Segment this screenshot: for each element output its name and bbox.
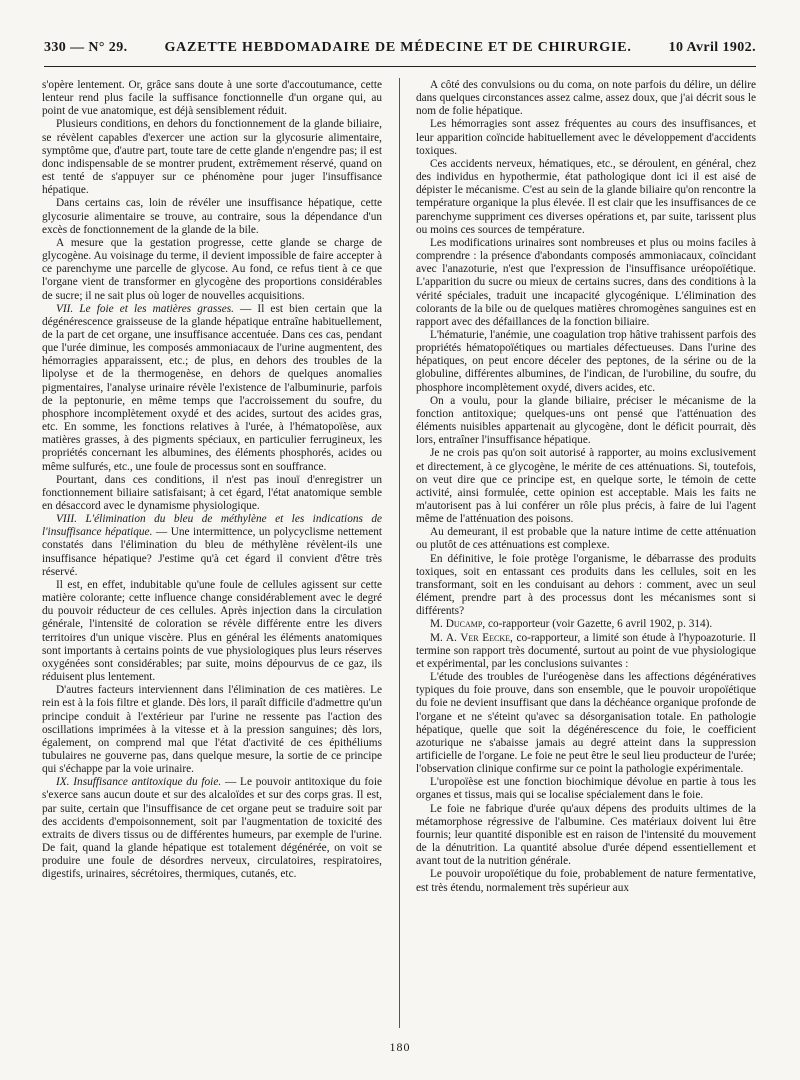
page-number-issue: 330 — N° 29.	[44, 40, 128, 55]
paragraph: Le pouvoir uropoïétique du foie, probablement de nature fermentative, est très étendu, normalement très supérieur aux	[416, 868, 756, 894]
paragraph: Il est, en effet, indubitable qu'une foule de cellules agissent sur cette matière colorante; cette influence change considérablement avec le degré du pouvoir réducteur de ces cellules. Après injection dans la circulation générale, l'intensité de coloration se révèle différente entre les divers territoires d'un unique viscère. Plus en général les éléments anatomiques sont importants à certains points de vue physiologiques plus leurs réserves oxygénées sont considérables; par suite, moins dépourvus de ce gaz, ils réduisent plus lentement.	[42, 578, 382, 684]
left-column	[42, 79, 382, 1024]
page-header	[44, 40, 756, 64]
paragraph: Le foie ne fabrique d'urée qu'aux dépens des produits ultimes de la métamorphose régressive de l'albumine. Ces matériaux doivent lui être fournis; leur quantité disponible est en raison de l'intensité du mouvement de la dénutrition. La quantité absolue d'urée dépend essentiellement et avant tout de la nutrition générale.	[416, 802, 756, 868]
paragraph: Les hémorragies sont assez fréquentes au cours des insuffisances, et leur apparition coïncide habituellement avec le développement d'accidents toxiques.	[416, 118, 756, 157]
paragraph: D'autres facteurs interviennent dans l'élimination de ces matières. Le rein est à la fois filtre et glande. Dès lors, il paraît difficile d'admettre qu'un principe conduit à l'extérieur par l'urine ne ressente pas l'action des oscillations imprimées à la vitesse et à la pression sanguines; dès lors, également, on comprend mal que l'état d'activité de ces épithéliums tubulaires ne gouverne pas, dans quelque mesure, la sortie de ce principe qui s'échappe par la voie urinaire.	[42, 684, 382, 776]
speaker-paragraph	[416, 618, 756, 631]
issue-date: 10 Avril 1902.	[668, 40, 756, 55]
page-footer-mark: 180	[389, 1040, 411, 1054]
paragraph: A côté des convulsions ou du coma, on note parfois du délire, un délire dans quelques circonstances assez calme, assez doux, que j'ai décrit sous le nom de folie hépatique.	[416, 79, 756, 118]
section-body: — Il est bien certain que la dégénérescence graisseuse de la glande hépatique entraîne habituellement, de la part de cet organe, une insuffisance accentuée. Dans ces cas, pendant que l'urée diminue, les composés ammoniacaux de l'urine augmentent, des hémorragies apparaissent, etc.; de plus, en dehors des troubles de la lipolyse et de la thermogenèse, en dehors de quelques anomalies pigmentaires, l'analyse urinaire révèle l'existence de l'albuminurie, parfois de la peptonurie, en même temps que l'accroissement du soufre, du phosphore incomplètement oxydé et des acides, surtout des acides gras, etc. En somme, les fonctions relatives à l'urée, à l'hématopoïèse, aux matières grasses, à des pigments spéciaux, en particulier ferrugineux, les propriétés concernant les albumines, des éléments phosphorés, acides ou même sulfurés, etc., une foule de processus sont en souffrance.	[42, 302, 382, 473]
paragraph: L'uropoïèse est une fonction biochimique dévolue en partie à tous les organes et tissus, mais qui se localise spécialement dans le foie.	[416, 776, 756, 802]
paragraph: L'hématurie, l'anémie, une coagulation trop hâtive trahissent parfois des propriétés hématopoïétiques ou martiales défectueuses. Dans l'urine des hépatiques, on peut encore déceler des peptones, de la sérine ou de la globuline, différentes albumines, de l'indican, de l'urobiline, du soufre, du phosphore incomplètement oxydé, divers acides, etc.	[416, 328, 756, 394]
header-rule	[44, 66, 756, 67]
paragraph: Ces accidents nerveux, hématiques, etc., se déroulent, en général, chez des individus en hypothermie, état pathologique dont ici il est aisé de dépister le mécanisme. C'est au sein de la glande biliaire qu'on rencontre la température organique la plus élevée. Il est clair que les insuffisances de ce parenchyme suppriment ces diverses opérations et, par suite, tarissent plus ou moins ces sources de température.	[416, 157, 756, 236]
speaker-name: M. A. Ver Eecke,	[430, 631, 513, 644]
journal-title: GAZETTE HEBDOMADAIRE DE MÉDECINE ET DE CHIRURGIE.	[164, 40, 632, 55]
paragraph: On a voulu, pour la glande biliaire, préciser le mécanisme de la fonction antitoxique; quelques-uns ont pensé que l'atténuation des éléments nuisibles appartenait au glycogène, dont le déficit pourrait, dès lors, entraîner l'insuffisance hépatique.	[416, 394, 756, 447]
paragraph: Les modifications urinaires sont nombreuses et plus ou moins faciles à comprendre : la présence d'abondants composés ammoniacaux, coïncidant avec l'anazoturie, n'est que l'expression de l'insuffisance uréopoïétique. L'apparition du sucre ou mieux de certains sucres, dans des conditions à la vérité spéciales, traduit une incapacité glycogénique. L'élimination des colorants de la bile ou de quelques matières chromogènes sanguines est en rapport avec des défaillances de la fonction biliaire.	[416, 236, 756, 328]
paragraph: L'étude des troubles de l'uréogenèse dans les affections dégénératives typiques du foie prouve, dans son ensemble, que le pouvoir uropoïétique du foie ne devient insuffisant que dans la déchéance organique profonde de l'organe et ne s'éteint qu'avec sa désorganisation totale. En pathologie hépatique, quelle que soit la dégénérescence du foie, le coefficient azoturique ne s'abaisse jamais au degré atteint dans la suppression artificielle de l'organe. Le foie ne peut être le seul lieu producteur de l'urée; l'observation clinique confirme sur ce point la pathologie expérimentale.	[416, 671, 756, 776]
paragraph: Dans certains cas, loin de révéler une insuffisance hépatique, cette glycosurie alimentaire se trouve, au contraire, sous la dépendance d'un excès de fonctionnement de la glande de la bile.	[42, 197, 382, 236]
section-paragraph	[42, 513, 382, 579]
section-heading: VII. Le foie et les matières grasses.	[56, 302, 234, 315]
paragraph: Je ne crois pas qu'on soit autorisé à rapporter, au moins exclusivement et directement, à ce glycogène, le mérite de ces atténuations. Si, toutefois, on veut dire que ce principe est, en quelque sorte, le témoin de cette activité, ainsi formulée, cette opinion est acceptable. Mais les faits ne m'autorisent pas à lui conférer un rôle plus précis, à faire de lui l'agent même de l'atténuation des poisons.	[416, 447, 756, 526]
speaker-name: M. Ducamp,	[430, 618, 486, 631]
paragraph: A mesure que la gestation progresse, cette glande se charge de glycogène. Au voisinage du terme, il devient impossible de faire accepter à ce parenchyme une parcelle de glycose. Au fond, ce refus tient à ce que l'organe vient de transformer en glycogène des proportions considérables de sucre; il ne sait plus où loger de nouvelles acquisitions.	[42, 236, 382, 302]
paragraph: En définitive, le foie protège l'organisme, le débarrasse des produits toxiques, soit en entassant ces produits dans les cellules, soit en les transformant, soit en les conduisant au dehors : comment, avec un seul élément, prendre part à des processus dont les mécanismes sont si différents?	[416, 552, 756, 618]
section-body: — Une intermittence, un polycyclisme nettement constatés dans l'élimination du bleu de méthylène révèlent-ils une insuffisance hépatique? J'estime qu'à cet égard il convient d'être très réservé.	[42, 526, 382, 578]
section-paragraph	[42, 776, 382, 881]
section-body: — Le pouvoir antitoxique du foie s'exerce sans aucun doute et sur des alcaloïdes et sur des corps gras. Il est, par suite, certain que l'insuffisance de cet organe peut se traduire soit par des accidents d'empoisonnement, soit par l'augmentation de toxicité des extraits de divers tissus ou de différentes humeurs, par exemple de l'urine. De fait, quand la glande hépatique est totalement dégénérée, on voit se produire une foule de désordres nerveux, circulatoires, respiratoires, digestifs, urinaires, sécrétoires, thermiques, cutanés, etc.	[42, 776, 382, 881]
paragraph: s'opère lentement. Or, grâce sans doute à une sorte d'accoutumance, cette lenteur rend plus facile la suffisance fonctionnelle d'un organe qui, au point de vue anatomique, est déjà sensiblement réduit.	[42, 79, 382, 118]
speaker-text: co-rapporteur, a limité son étude à l'hypoazoturie. Il termine son rapport très documenté, surtout au point de vue physiologique et expérimental, par les conclusions suivantes :	[416, 631, 756, 670]
section-heading: IX. Insuffisance antitoxique du foie.	[56, 776, 222, 789]
column-divider	[399, 78, 400, 1028]
speaker-paragraph	[416, 632, 756, 671]
paragraph: Au demeurant, il est probable que la nature intime de cette atténuation ou plutôt de ces atténuations est complexe.	[416, 526, 756, 552]
section-paragraph	[42, 303, 382, 474]
speaker-text: co-rapporteur (voir Gazette, 6 avril 1902, p. 314).	[485, 618, 713, 631]
paragraph: Pourtant, dans ces conditions, il n'est pas inouï d'enregistrer un fonctionnement biliaire satisfaisant; à cet égard, l'état anatomique semble en désaccord avec le dynamisme physiologique.	[42, 473, 382, 512]
right-column	[416, 79, 756, 1024]
section-heading: VIII. L'élimination du bleu de méthylène et les indications de l'insuffisance hépatique.	[42, 513, 382, 539]
paragraph: Plusieurs conditions, en dehors du fonctionnement de la glande biliaire, se révèlent capables d'exercer une action sur la glycosurie alimentaire, symptôme que, d'autre part, toute tare de cette glande n'engendre pas; il est donc indispensable de se montrer prudent, extrêmement réservé, quand on est tenté de s'appuyer sur ce phénomène pour juger l'insuffisance hépatique.	[42, 118, 382, 197]
